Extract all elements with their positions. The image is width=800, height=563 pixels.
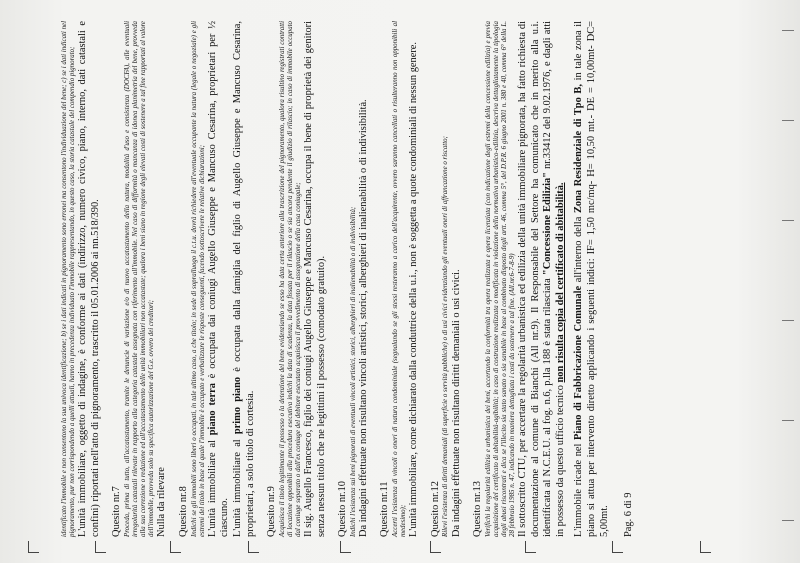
edge-mark <box>782 120 794 121</box>
question-13-title: Quesito nr.13 <box>472 481 484 537</box>
question-11-answer: L'unità immobiliare, come dichiarato dalla conduttrice della u.i., non è soggetta a quote condominiali di nessun genere. <box>408 42 420 537</box>
document-page <box>55 17 745 547</box>
question-8-answer-1: L'unità immobiliare al piano terra è occupata dai coniugi Augello Giuseppe e Mancuso Cesarina, proprietari per ½ ciascuno. <box>206 21 231 537</box>
question-8-answer-2: L'unità immobiliare al primo piano è occupata dalla famiglia del figlio di Augello Giuseppe e Mancuso Cesarina, proprietari, a solo titolo di cortesia. <box>231 21 256 537</box>
edge-mark <box>782 420 794 421</box>
question-10-answer: Da indagini effettuate non risultano vincoli artistici, storici, alberghieri di inalienabilità o di indivisibilità. <box>357 99 369 537</box>
question-13-bold-1: "Concessione Edilizia" <box>542 172 554 276</box>
question-9-answer: Il sig. Augello Francesco, figlio dei coniugi Augello Giuseppe e Mancuso Cesarina, occupa il bene di proprietà dei genitori senza nessun titolo che ne legittimi il possesso (comodato gratuito). <box>302 21 327 537</box>
edge-mark <box>782 220 794 221</box>
intro-text: L'unità immobiliare, oggetto di indagine, è conforme ai dati (indirizzo, numero civico, piano, interno, dati catastali e confini) riportati nell'atto di pignoramento, trascritto il 05.01.2006 ai nn.518/390. <box>77 21 101 537</box>
final-bold-2: Zona Residenziale di Tpo B, <box>573 84 585 214</box>
question-7-answer: Nulla da rilevare <box>156 467 168 537</box>
edge-mark <box>782 320 794 321</box>
question-9-title: Quesito nr.9 <box>266 486 278 537</box>
question-10-prompt: Indichi l'esistenza sui beni pignorati di eventuali vincoli artistici, storici, alberghieri di inalienabilità o di indivisibilità; <box>349 206 357 537</box>
question-12-title: Quesito nr.12 <box>429 481 441 537</box>
intro-note: identificato l'immobile e non consentono la sua univoca identificazione; b) se i dati indicati in pignoramento sono erronei ma consentono l'individuazione del bene; c) se i dati indicati nel pignoramento, pur non corrispondendo a quelli attuali, hanno in precedenza individuato l'immobile rappresentando, in questo caso, la storia catastale del compendio pignorato; <box>61 21 77 537</box>
question-10-title: Quesito nr.10 <box>337 481 349 537</box>
question-13-prompt: Verifichi la regolarità edilizia e urbanistica dei beni, accertando la conformità tra opera realizzata e opera licenziata (con indicazione degli estremi della concessione edilizia) e previa acquisizione del certificato di abitabilità-agibilità; in caso di costruzione realizzata o modificata in violazione della normativa urbanistico-edilizia, descriva dettagliatamente la tipologia degli abusi riscontrati e dica se l'illecito sia stato sanato o sia sanabile in base al combinato disposto degli artt. 46, comma 5°, del D.P.R. 6 giugno 2001 n. 380 e 40, comma 6° della L. 28 febbraio 1985 n. 47, indicando in maniera dettagliata i costi da sostenere a tal fine. (All.nr.6-7-8-9) <box>484 21 516 537</box>
question-9-prompt: Acquisisca il titolo legittimante il possesso o la detenzione del bene evidenziando se esso ha data certa anteriore alla trascrizione del pignoramento, qualora risultino registrati contratti di locazione opponibili alla procedura esecutiva indichi la data di scadenza, la data fissata per il rilascio o se sia ancora pendente il giudizio di rilascio; in caso di immobile occupato dal coniuge separato o dall'ex coniuge del debitore esecutato acquisisca il provvedimento di assegnazione della casa coniugale; <box>278 21 302 537</box>
question-13-bold-2: non risulta copia del certificato di abitabilità. <box>554 182 566 383</box>
question-12-prompt: Rilevi l'esistenza di diritti demaniali (di superficie o servitù pubbliche) o di usi civici evidenziando gli eventuali oneri di affrancazione o riscatto; <box>442 136 450 537</box>
edge-mark <box>782 520 794 521</box>
final-bold-1: Piano di Fabbricazione Comunale <box>573 285 585 440</box>
question-12-answer: Da indagini effettuate non risultano diritti demaniali o usi civici. <box>450 269 462 537</box>
question-8-prompt: Indichi se gli immobili sono liberi o occupati, in tale ultimo caso, a che titolo; in sede di sopralluogo il c.t.u. dovrà richiedere all'eventuale occupante la natura (legale o negoziale) e gli estremi del titolo in base al quale l'immobile è occupato e verbalizzare le risposte conseguenti, facendo sottoscrivere le relative dichiarazioni; <box>190 21 206 537</box>
question-7-prompt: Proceda, prima di tutto, all'accatastamento, tramite le denuncie di variazione e/o di nuovo accatastamento della natura, modalità d'uso e consistenza (DOCFA), alle eventuali irregolarità catastali rilevate in rapporto alla categoria catastale assegnata con riferimento all'immobile. Nel caso di difformità o mancanza di idonea planimetria del bene, provveda alla sua correzione o redazione ed all'accatastamento delle unità immobiliari non accatastate; qualora i beni siano in regione degli elevati costi di sostenere a tal fine rapportati al valore dell'immobile, provveda solo su specifica autorizzazione del G.e. ovvero dei creditori; <box>123 21 156 537</box>
question-13-answer: Il sottoscritto CTU, per accertare la regolarità urbanistica ed edilizia della unità immobiliare pignorata, ha fatto richiesta di documentazione al comune di Bianchi (All nr.9). Il Responsabile del Settore ha comunicato che in merito alla u.i. identificata al N.C.E.U. al fog. n.6, p.lla 188 è stata rilasciata "Concessione Edilizia" nr.33412 del 9.02.1976, e dagli atti in possesso da questo ufficio tecnico non risulta copia del certificato di abitabilità. <box>517 21 566 537</box>
question-8-title: Quesito nr.8 <box>177 486 189 537</box>
page-number: Pag. 6 di 9 <box>623 492 635 537</box>
edge-mark <box>782 30 794 31</box>
question-8-bold-2: primo piano <box>231 376 243 435</box>
final-paragraph: L'immobile ricade nel Piano di Fabbricazione Comunale all'interno della Zona Residenziale di Tpo B, in tale zona il piano si attua per intervento diretto applicando i seguenti indici: IF= 1,50 mc/mq- H= 10,50 mt.- DE = 10,00mt- DC= 5,00mt. <box>573 21 610 537</box>
question-8-bold-1: piano terra <box>206 383 218 436</box>
question-7-title: Quesito nr.7 <box>111 486 123 537</box>
question-11-prompt: Accerti l'esistenza di vincoli o oneri di natura condominiale (segnalando se gli stessi resteranno a carico dell'acquirente, ovvero saranno cancellati o risulteranno non opponibili al medesimo); <box>392 21 408 537</box>
question-11-title: Quesito nr.11 <box>379 481 391 537</box>
binder-tick <box>28 541 39 553</box>
